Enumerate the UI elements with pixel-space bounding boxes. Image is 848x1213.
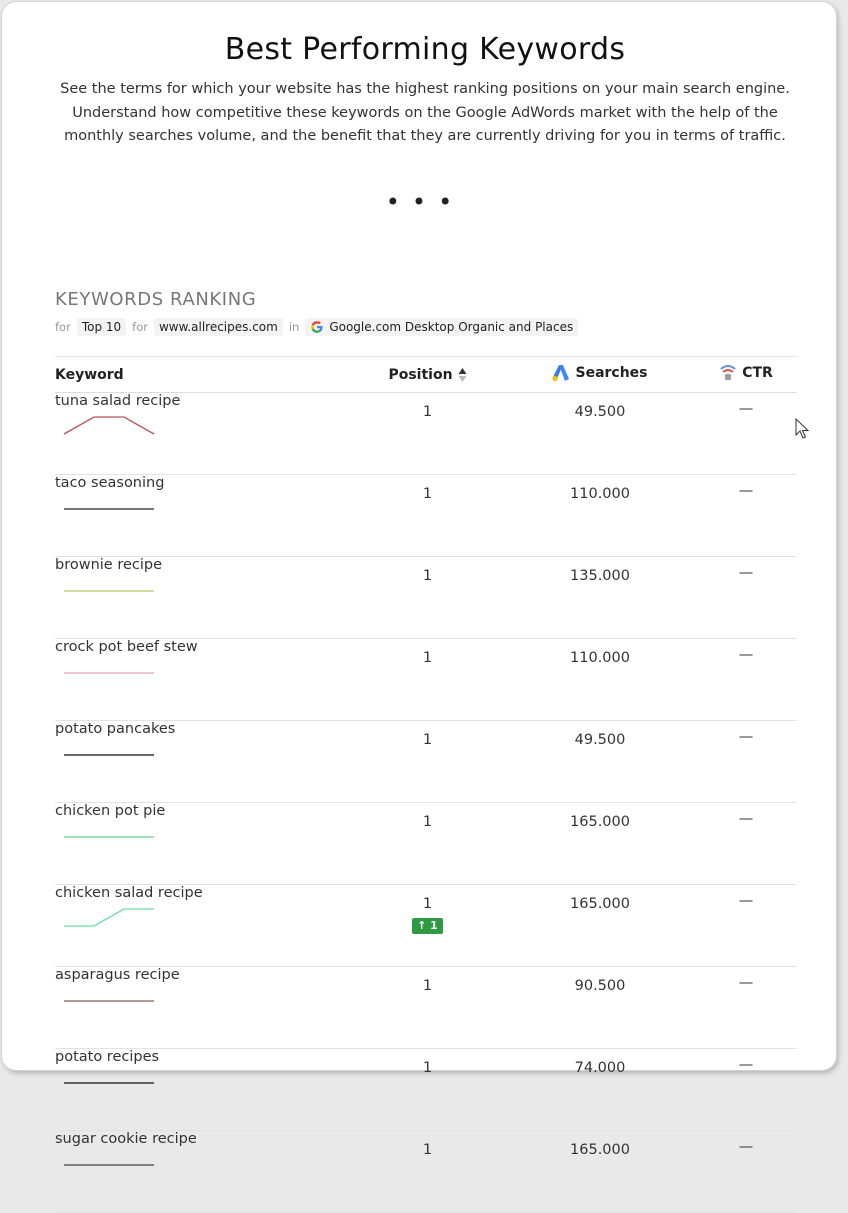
searches-cell: 110.000 — [505, 639, 695, 721]
in-label: in — [288, 320, 300, 334]
searches-cell: 110.000 — [505, 475, 695, 557]
keyword-cell — [55, 393, 350, 475]
keyword-cell — [55, 639, 350, 721]
position-cell — [350, 393, 505, 475]
keyword-cell — [55, 1049, 350, 1131]
engine-label: Google.com Desktop Organic and Places — [329, 320, 574, 334]
position-value: 1 — [422, 732, 433, 748]
section-title: KEYWORDS RANKING — [55, 289, 257, 310]
analytics-ctr-icon — [719, 364, 737, 382]
position-cell — [350, 885, 505, 967]
keyword-text[interactable]: chicken pot pie — [55, 803, 166, 819]
sort-icon[interactable] — [458, 367, 467, 383]
position-value: 1 — [422, 650, 433, 666]
searches-cell: 135.000 — [505, 557, 695, 639]
rank-sparkline — [55, 988, 155, 1012]
table-row[interactable] — [55, 557, 797, 639]
searches-cell: 90.500 — [505, 967, 695, 1049]
engine-chip[interactable] — [305, 318, 578, 336]
position-cell — [350, 1049, 505, 1131]
searches-cell: 49.500 — [505, 721, 695, 803]
table-row[interactable] — [55, 475, 797, 557]
searches-cell: 165.000 — [505, 803, 695, 885]
rank-sparkline — [55, 906, 155, 930]
keyword-text[interactable]: crock pot beef stew — [55, 639, 198, 655]
keyword-cell — [55, 1131, 350, 1213]
rank-sparkline — [55, 1070, 155, 1094]
keyword-cell — [55, 885, 350, 967]
position-cell — [350, 475, 505, 557]
rank-sparkline — [55, 578, 155, 602]
for-label-2: for — [132, 320, 148, 334]
position-value: 1 — [422, 1060, 433, 1076]
mouse-cursor-icon — [795, 418, 809, 440]
table-row[interactable] — [55, 803, 797, 885]
more-options-dots-icon[interactable]: ••• — [385, 188, 465, 216]
ctr-cell: — — [695, 1131, 797, 1213]
table-row[interactable] — [55, 885, 797, 967]
position-cell — [350, 639, 505, 721]
google-ads-icon — [552, 364, 570, 382]
keyword-cell — [55, 557, 350, 639]
keywords-table — [55, 356, 797, 1213]
position-value: 1 — [422, 486, 433, 502]
ctr-cell: — — [695, 557, 797, 639]
rank-sparkline — [55, 742, 155, 766]
sparkline-path — [64, 909, 154, 926]
keyword-text[interactable]: taco seasoning — [55, 475, 165, 491]
table-row[interactable] — [55, 1131, 797, 1213]
table-row[interactable] — [55, 1049, 797, 1131]
keyword-text[interactable]: tuna salad recipe — [55, 393, 181, 409]
rank-sparkline — [55, 824, 155, 848]
rank-sparkline — [55, 496, 155, 520]
searches-cell: 165.000 — [505, 885, 695, 967]
ctr-cell: — — [695, 393, 797, 475]
keyword-text[interactable]: brownie recipe — [55, 557, 163, 573]
table-row[interactable] — [55, 721, 797, 803]
position-value: 1 — [422, 404, 433, 420]
keyword-cell — [55, 967, 350, 1049]
ctr-cell: — — [695, 475, 797, 557]
position-cell — [350, 557, 505, 639]
searches-cell: 49.500 — [505, 393, 695, 475]
filter-bar — [55, 316, 578, 338]
ctr-cell: — — [695, 639, 797, 721]
ctr-cell: — — [695, 721, 797, 803]
position-value: 1 — [422, 568, 433, 584]
report-card — [2, 2, 836, 1158]
column-header-position[interactable]: Position — [350, 357, 505, 393]
sparkline-path — [64, 417, 154, 434]
position-value: 1 — [422, 978, 433, 994]
position-cell — [350, 1131, 505, 1213]
position-value: 1 — [422, 1142, 433, 1158]
ctr-cell: — — [695, 803, 797, 885]
ctr-cell: — — [695, 1049, 797, 1131]
position-value: 1 — [422, 814, 433, 830]
table-row[interactable] — [55, 393, 797, 475]
domain-chip[interactable]: www.allrecipes.com — [154, 318, 283, 336]
position-cell — [350, 967, 505, 1049]
keyword-cell — [55, 721, 350, 803]
keyword-cell — [55, 803, 350, 885]
position-cell — [350, 803, 505, 885]
position-cell — [350, 721, 505, 803]
column-header-searches[interactable]: Searches — [505, 357, 695, 393]
rank-sparkline — [55, 660, 155, 684]
keyword-cell — [55, 475, 350, 557]
rank-sparkline — [55, 1152, 155, 1176]
keyword-text[interactable]: chicken salad recipe — [55, 885, 203, 901]
ctr-cell: — — [695, 967, 797, 1049]
top-filter-chip[interactable]: Top 10 — [77, 318, 126, 336]
column-header-ctr[interactable]: CTR — [695, 357, 797, 393]
table-row[interactable] — [55, 967, 797, 1049]
for-label: for — [55, 320, 71, 334]
table-row[interactable] — [55, 639, 797, 721]
searches-cell: 74.000 — [505, 1049, 695, 1131]
keyword-text[interactable]: asparagus recipe — [55, 967, 180, 983]
column-header-keyword[interactable]: Keyword — [55, 357, 350, 393]
position-change-badge: ↑ 1 — [412, 918, 443, 934]
keyword-text[interactable]: sugar cookie recipe — [55, 1131, 197, 1147]
keyword-text[interactable]: potato pancakes — [55, 721, 176, 737]
keyword-text[interactable]: potato recipes — [55, 1049, 160, 1065]
ctr-cell: — — [695, 885, 797, 967]
google-g-icon — [310, 320, 324, 334]
searches-cell: 165.000 — [505, 1131, 695, 1213]
rank-sparkline — [55, 414, 155, 438]
page-title: Best Performing Keywords — [224, 32, 626, 67]
page-description: See the terms for which your website has the highest ranking positions on your main search engine. Understand how competitive these keywords on the Google AdWords market with the help of the monthly searches volume, and the benefit that they are currently driving for you in terms of traffic. — [60, 81, 790, 144]
position-value: 1 — [422, 896, 433, 912]
